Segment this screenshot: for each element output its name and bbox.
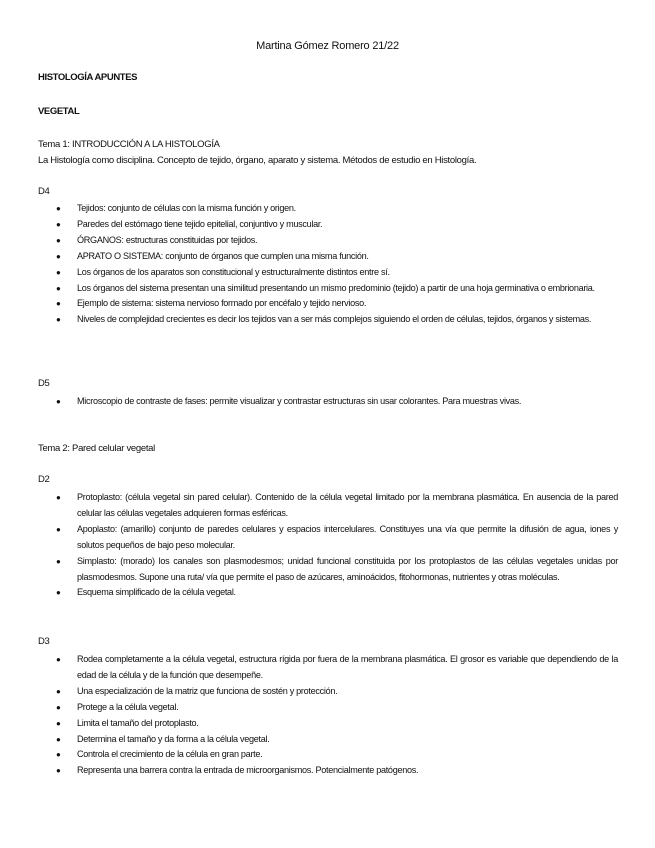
d3-list [38,652,618,779]
bullet-icon: ● [56,235,61,245]
list-item: ● Ejemplo de sistema: sistema nervioso formado por encéfalo y tejido nervioso. [38,296,618,312]
bullet-icon: ● [56,734,61,744]
d4-list [38,201,618,328]
bullet-icon: ● [56,556,61,566]
list-item: ● Una especialización de la matriz que funciona de sostén y protección. [38,684,618,700]
d4-label: D4 [38,186,50,197]
tema1-intro: La Histología como disciplina. Concepto de tejido, órgano, aparato y sistema. Métodos de estudio en Histología. [38,155,477,166]
list-item: ● Rodea completamente a la célula vegetal, estructura rígida por fuera de la membrana plasmática. El grosor es variable que dependiendo de la edad de la célula y de la función que desempeñe. [56,654,618,680]
list-item: ● APRATO O SISTEMA: conjunto de órganos que cumplen una misma función. [38,249,618,265]
document-title: HISTOLOGÍA APUNTES [38,72,138,83]
bullet-icon: ● [56,397,61,406]
bullet-icon: ● [56,315,61,325]
bullet-icon: ● [56,750,61,760]
tema2-title: Tema 2: Pared celular vegetal [38,443,155,454]
bullet-icon: ● [56,655,61,664]
list-item: ● Los órganos de los aparatos son constitucional y estructuralmente distintos entre sí. [38,265,618,281]
list-item: ● Limita el tamaño del protoplasto. [38,716,618,732]
tema1-title: Tema 1: INTRODUCCIÓN A LA HISTOLOGÍA [38,139,220,150]
list-item: ● Microscopio de contraste de fases: permite visualizar y contrastar estructuras sin usar colorantes. Para muestras vivas. [38,394,618,410]
list-item: ● Protege a la célula vegetal. [38,700,618,716]
bullet-icon: ● [56,283,61,293]
d2-list [38,490,618,601]
list-item: ● Paredes del estómago tiene tejido epitelial, conjuntivo y muscular. [38,217,618,233]
d2-label: D2 [38,474,50,485]
list-item: ● Tejidos: conjunto de células con la misma función y origen. [38,201,618,217]
bullet-icon: ● [56,524,61,534]
list-item: ● Niveles de complejidad crecientes es decir los tejidos van a ser más complejos siguiendo el orden de células, tejidos, órganos y sistemas. [38,312,618,328]
bullet-icon: ● [56,219,61,229]
list-item: ● Representa una barrera contra la entrada de microorganismos. Potencialmente patógenos. [38,763,618,779]
tema1-block [38,137,618,169]
bullet-icon: ● [56,588,61,598]
bullet-icon: ● [56,493,61,502]
bullet-icon: ● [56,251,61,261]
list-item: ● Simplasto: (morado) los canales son plasmodesmos; unidad funcional constituida por los protoplastos de las células vegetales unidas por plasmodesmos. Supone una ruta/ vía que permite el paso de azúcares, aminoácidos, fitohormonas, nutrientes y otras moléculas. [56,555,618,582]
bullet-icon: ● [56,204,61,213]
document-subtitle: VEGETAL [38,106,80,117]
bullet-icon: ● [56,766,61,776]
d5-label: D5 [38,378,50,389]
list-item: ● ÓRGANOS: estructuras constituidas por tejidos. [38,233,618,249]
bullet-icon: ● [56,718,61,728]
bullet-icon: ● [56,702,61,712]
list-item: ● Protoplasto: (célula vegetal sin pared celular). Contenido de la célula vegetal limitado por la membrana plasmática. En ausencia de la pared celular las células vegetales adquieren formas esféricas. [56,492,618,518]
page-header: Martina Gómez Romero 21/22 [256,40,399,52]
list-item: ● Los órganos del sistema presentan una similitud presentando un mismo predominio (tejido) a partir de una hoja germinativa o embrionaria. [38,281,618,297]
list-item: ● Esquema simplificado de la célula vegetal. [38,585,618,601]
bullet-icon: ● [56,686,61,696]
d3-label: D3 [38,636,50,647]
list-item: ● Apoplasto: (amarillo) conjunto de paredes celulares y espacios intercelulares. Constituyes una vía que permite la difusión de agua, iones y solutos pequeños de bajo peso molecular. [56,523,618,550]
bullet-icon: ● [56,299,61,309]
bullet-icon: ● [56,267,61,277]
list-item: ● Controla el crecimiento de la célula en gran parte. [38,747,618,763]
list-item: ● Determina el tamaño y da forma a la célula vegetal. [38,732,618,748]
d5-list [38,394,618,410]
